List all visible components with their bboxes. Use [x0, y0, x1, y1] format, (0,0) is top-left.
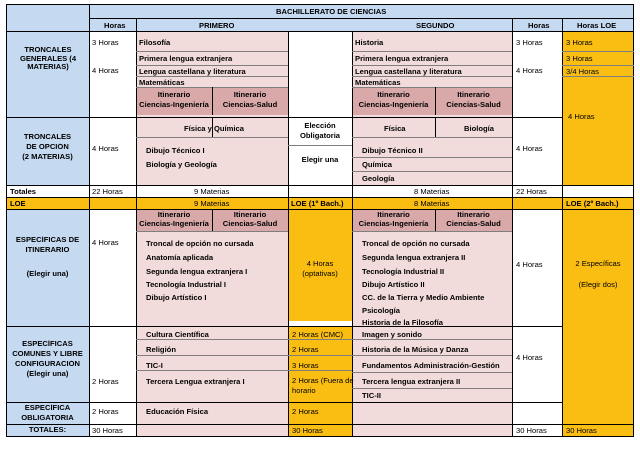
ec-s-item-0: Imagen y sonido	[362, 330, 422, 339]
blank-mid-troncales	[288, 31, 352, 117]
ec-p-item-2: TIC-I	[146, 361, 163, 370]
itin-ci-label-a: Itinerario	[157, 91, 191, 99]
tg-horas-2a: 3 Horas	[516, 38, 543, 47]
totales-horas-2: 22 Horas	[516, 187, 547, 196]
thin-op2	[352, 137, 512, 138]
thin-s4	[352, 87, 512, 88]
thin-l2	[562, 65, 634, 66]
ec-mid-2: 3 Horas	[292, 361, 319, 370]
to-geologia: Geología	[362, 174, 395, 183]
esp-itin-label-c: (Elegir una)	[26, 270, 69, 278]
tg-loe-1: 3 Horas	[566, 38, 593, 47]
totales-segundo: 8 Materias	[414, 187, 450, 196]
ei-s-item-6: Historia de la Filosofía	[362, 318, 444, 327]
ei-horas-2: 4 Horas	[516, 260, 543, 269]
ei-s-item-0: Troncal de opción no cursada	[362, 239, 470, 248]
tf-loe: 30 Horas	[566, 426, 597, 435]
border-right	[633, 4, 634, 437]
eleccion-label-a: Elección	[304, 122, 336, 130]
to-biologia: Biología	[464, 124, 494, 133]
totales-label: Totales	[10, 187, 37, 196]
tg-lengua-castellana-s: Lengua castellana y literatura	[355, 67, 462, 76]
itin-cs-label-s-b: Ciencias-Salud	[446, 101, 501, 109]
thin-c7	[352, 388, 512, 389]
tg-loe-3: 3/4 Horas	[566, 67, 599, 76]
ei-loe-b: (Elegir dos)	[578, 281, 618, 289]
thin-op1	[136, 137, 288, 138]
thin-c4	[352, 339, 512, 340]
table-title: BACHILLERATO DE CIENCIAS	[276, 7, 387, 16]
thin-s2	[352, 65, 512, 66]
to-loe: 4 Horas	[568, 112, 595, 121]
thin-c3	[136, 370, 352, 371]
thin-c2	[136, 355, 352, 356]
esp-obl-label-a: ESPECÍFICA	[24, 404, 71, 412]
tf-horas-2: 30 Horas	[516, 426, 547, 435]
tg-primera-lengua-s: Primera lengua extranjera	[355, 54, 449, 63]
ei-horas-1: 4 Horas	[92, 238, 119, 247]
esp-com-label-b: COMUNES Y LIBRE	[12, 350, 83, 358]
ec-s-item-4: TIC-II	[362, 391, 381, 400]
row-sep-totales	[6, 185, 634, 186]
loe-1-bach: LOE (1º Bach.)	[291, 199, 344, 208]
ei-p-item-1: Anatomía aplicada	[146, 253, 214, 262]
ei-p-item-3: Tecnología Industrial I	[146, 280, 227, 289]
itin-cs-label-b: Ciencias-Salud	[222, 101, 278, 109]
esp-obl-label-b: OBLIGATORIA	[21, 414, 74, 422]
ec-mid-4: horario	[292, 386, 316, 395]
thin-c5	[352, 355, 512, 356]
to-horas-2: 4 Horas	[516, 144, 543, 153]
tg-historia: Historia	[355, 38, 384, 47]
thin-s3	[352, 76, 512, 77]
thin-op3	[288, 145, 352, 146]
tg-horas-2b: 4 Horas	[516, 66, 543, 75]
ei-itin-ci-b: Ciencias-Ingeniería	[139, 220, 209, 228]
ei-loe-a: 2 Específicas	[575, 260, 621, 268]
optativas-label-b: (optativas)	[302, 270, 338, 278]
header-horas-loe: Horas LOE	[577, 21, 617, 30]
ec-horas-2: 4 Horas	[516, 353, 543, 362]
tg-matematicas: Matemáticas	[139, 78, 185, 87]
thin-op5	[352, 171, 512, 172]
ec-mid-3: 2 Horas (Fuera de	[292, 376, 354, 385]
itin-ci-label-b: Ciencias-Ingeniería	[139, 101, 209, 109]
loe-2-bach: LOE (2º Bach.)	[566, 199, 619, 208]
col-sep-5	[512, 18, 513, 437]
to-fisica: Física	[384, 124, 406, 133]
ei-s-item-1: Segunda lengua extranjera II	[362, 253, 466, 262]
thin-e2	[352, 231, 512, 232]
esp-itin-label-b: ITINERARIO	[25, 246, 70, 254]
ec-s-item-3: Tercera lengua extranjera II	[362, 377, 461, 386]
to-biologia-geologia: Biología y Geología	[146, 160, 217, 169]
ei-p-item-4: Dibujo Artístico I	[146, 293, 207, 302]
header-bottom-line	[6, 31, 634, 32]
header-horas: Horas	[104, 21, 126, 30]
eo-educacion-fisica: Educación Física	[146, 407, 209, 416]
col-sep-3	[288, 31, 289, 437]
ei-itin-cs-s-a: Itinerario	[457, 211, 490, 219]
ec-mid-1: 2 Horas	[292, 345, 319, 354]
row-sep-obligatoria	[6, 402, 562, 403]
esp-com-label-d: (Elegir una)	[26, 370, 69, 378]
header-primero: PRIMERO	[199, 21, 235, 30]
eleccion-label-b: Obligatoria	[299, 132, 341, 140]
thin-p1	[136, 51, 288, 52]
tf-horas-1: 30 Horas	[92, 426, 123, 435]
header-mid-line	[89, 18, 634, 19]
border-top	[6, 4, 634, 5]
ec-s-item-1: Historia de la Música y Danza	[362, 345, 469, 354]
totales-horas-1: 22 Horas	[92, 187, 123, 196]
thin-l1	[562, 51, 634, 52]
itin-ci-label-s-a: Itinerario	[377, 91, 410, 99]
ei-s-item-3: Dibujo Artístico II	[362, 280, 425, 289]
row-sep-loe	[6, 197, 634, 198]
ei-itin-cs-b: Ciencias-Salud	[222, 220, 278, 228]
to-dibujo-tecnico: Dibujo Técnico I	[146, 146, 205, 155]
ec-p-item-3: Tercera Lengua extranjera I	[146, 377, 245, 386]
ei-p-item-0: Troncal de opción no cursada	[146, 239, 254, 248]
itin-ci-label-s-b: Ciencias-Ingeniería	[358, 101, 429, 109]
col-sep-6	[562, 18, 563, 437]
ei-p-item-2: Segunda lengua extranjera I	[146, 267, 248, 276]
esp-com-label-a: ESPECÍFICAS	[22, 340, 73, 348]
tg-lengua-castellana: Lengua castellana y literatura	[139, 67, 246, 76]
to-quimica: Química	[362, 160, 392, 169]
row-sep-troncales	[6, 117, 562, 118]
thin-c6	[352, 372, 512, 373]
to-dibujo-tecnico-2: Dibujo Técnico II	[362, 146, 423, 155]
row-sep-esp	[6, 209, 634, 210]
thin-s1	[352, 51, 512, 52]
ec-p-item-1: Religión	[146, 345, 176, 354]
itin-cs-label-a: Itinerario	[233, 91, 267, 99]
troncales-generales-label: TRONCALES GENERALES (4 MATERIAS)	[19, 46, 77, 72]
fb-split	[435, 117, 436, 137]
tg-horas-1b: 4 Horas	[92, 66, 119, 75]
ec-mid-0: 2 Horas (CMC)	[292, 330, 344, 339]
thin-c1	[136, 339, 352, 340]
ec-s-item-2: Fundamentos Administración-Gestión	[362, 361, 500, 370]
loe-especificas-bg	[562, 209, 634, 436]
ec-horas-1: 2 Horas	[92, 377, 119, 386]
esp-itin-label-a: ESPECÍFICAS DE	[15, 236, 80, 244]
ei-itin-ci-a: Itinerario	[157, 211, 191, 219]
header-segundo: SEGUNDO	[416, 21, 455, 30]
loe-primero: 9 Materias	[194, 199, 230, 208]
tf-mid: 30 Horas	[292, 426, 323, 435]
tg-loe-2: 3 Horas	[566, 54, 593, 63]
esp-com-label-c: CONFIGURACIÓN	[15, 360, 80, 368]
ei-s-item-2: Tecnología Industrial II	[362, 267, 445, 276]
tg-filosofia: Filosofía	[139, 38, 171, 47]
eo-horas-1: 2 Horas	[92, 407, 119, 416]
thin-l3	[562, 76, 634, 77]
totales-primero: 9 Materias	[194, 187, 230, 196]
ei-s-item-4: CC. de la Tierra y Medio Ambiente	[362, 293, 485, 302]
troncales-opcion-label-b: DE OPCIÓN	[26, 143, 69, 151]
troncales-opcion-label-c: (2 MATERIAS)	[22, 153, 73, 161]
elegir-una-label: Elegir una	[301, 156, 339, 164]
ei-itin-ci-s-a: Itinerario	[377, 211, 410, 219]
row-sep-totales-final	[6, 424, 634, 425]
ei-s-item-5: Psicología	[362, 306, 400, 315]
thin-op4	[352, 157, 512, 158]
itin-cs-label-s-a: Itinerario	[457, 91, 490, 99]
tg-horas-1a: 3 Horas	[92, 38, 119, 47]
ei-itin-ci-s-b: Ciencias-Ingeniería	[358, 220, 429, 228]
curriculum-table	[6, 4, 634, 437]
ei-itin-cs-a: Itinerario	[233, 211, 267, 219]
thin-p3	[136, 76, 288, 77]
col-sep-1	[89, 4, 90, 437]
optativas-label-a: 4 Horas	[306, 260, 334, 268]
ec-p-item-0: Cultura Científica	[146, 330, 209, 339]
to-fisica-quimica: Física y Química	[184, 124, 244, 133]
ei-itin-cs-s-b: Ciencias-Salud	[446, 220, 501, 228]
totales-final-label: TOTALES:	[28, 426, 67, 434]
row-sep-comunes	[6, 326, 562, 327]
troncales-opcion-label-a: TRONCALES	[23, 133, 72, 141]
loe-segundo: 8 Materias	[414, 199, 450, 208]
thin-p2	[136, 65, 288, 66]
loe-label: LOE	[10, 199, 26, 208]
eo-mid: 2 Horas	[292, 407, 319, 416]
header-horas-2: Horas	[528, 21, 550, 30]
tg-primera-lengua: Primera lengua extranjera	[139, 54, 233, 63]
border-bottom	[6, 436, 634, 437]
to-horas-1: 4 Horas	[92, 144, 119, 153]
thin-e1	[136, 231, 288, 232]
tg-matematicas-s: Matemáticas	[355, 78, 401, 87]
